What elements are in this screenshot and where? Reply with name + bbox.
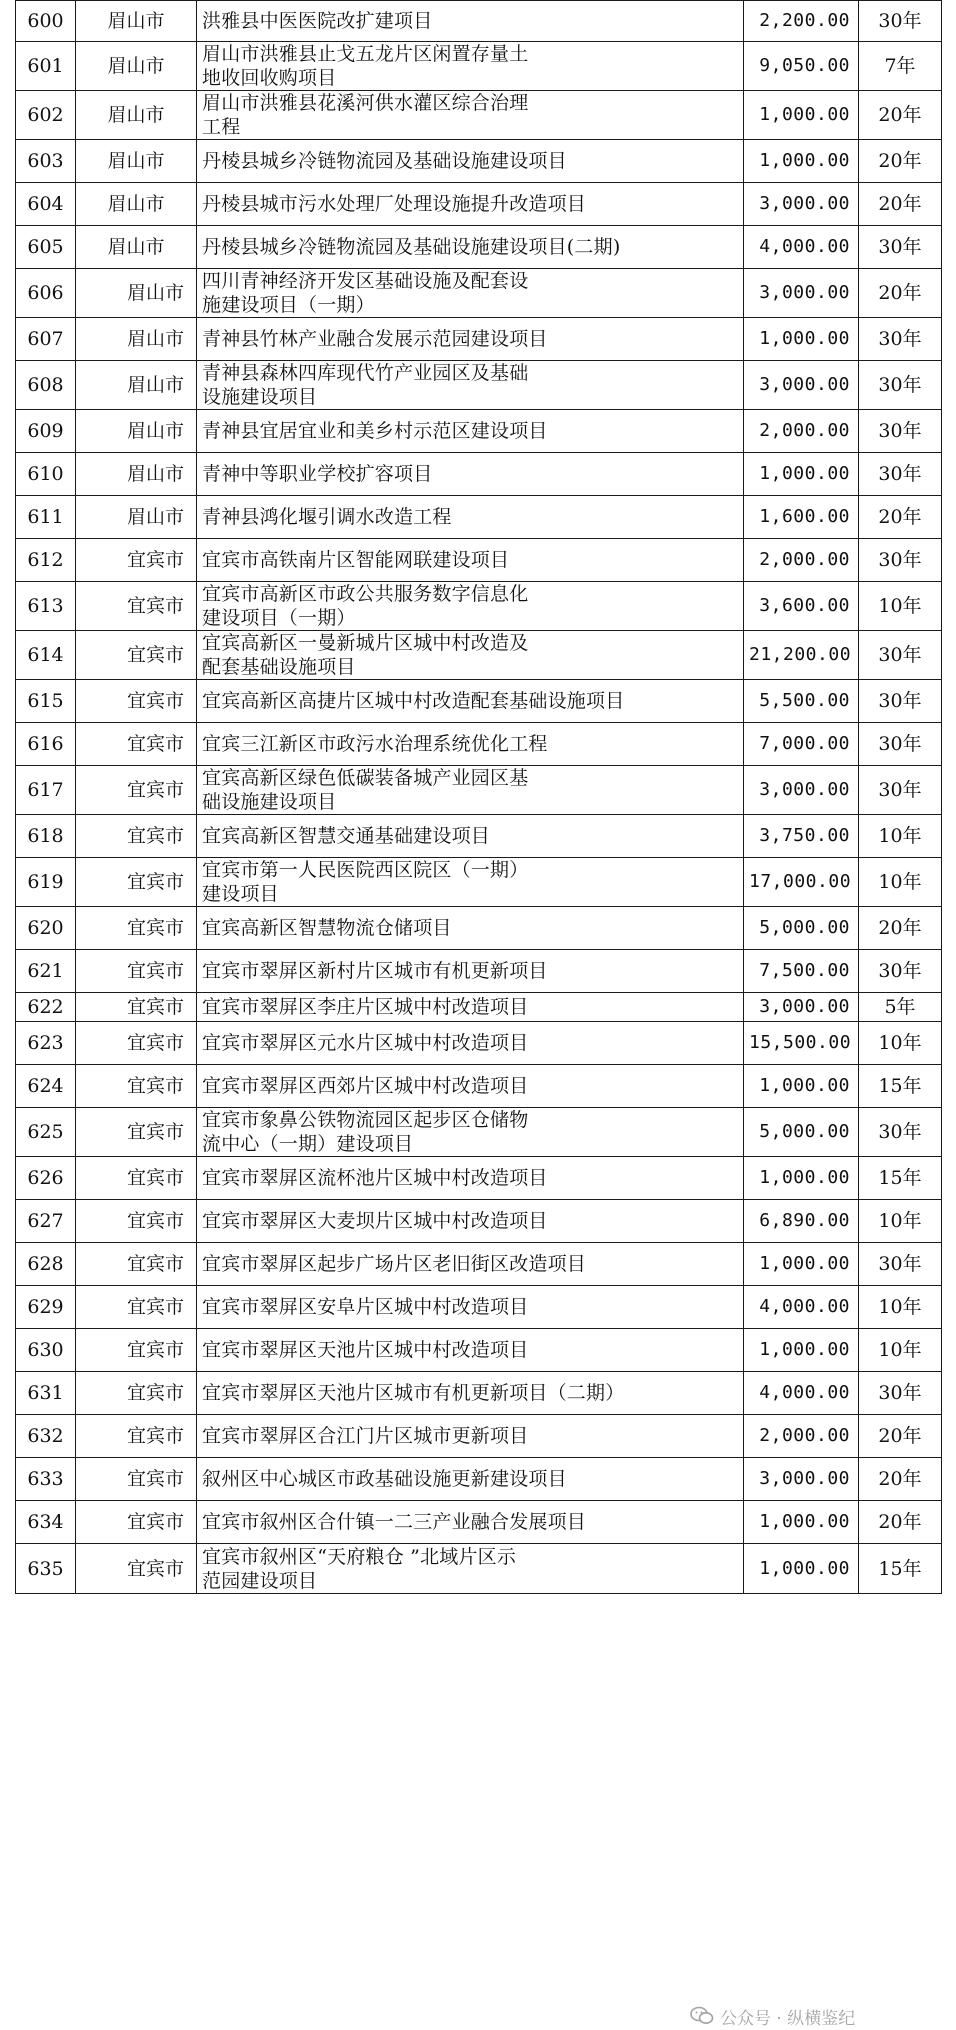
project-name-cell: 青神县森林四库现代竹产业园区及基础 设施建设项目 [197, 361, 744, 410]
project-name-cell: 宜宾市翠屏区天池片区城市有机更新项目（二期） [197, 1372, 744, 1415]
project-name-cell: 青神县宜居宜业和美乡村示范区建设项目 [197, 410, 744, 453]
amount-cell: 1,000.00 [744, 1501, 859, 1544]
city-cell: 宜宾市 [76, 1501, 197, 1544]
project-name-cell: 宜宾市第一人民医院西区院区（一期） 建设项目 [197, 858, 744, 907]
term-cell: 30年 [859, 361, 942, 410]
term-cell: 10年 [859, 1329, 942, 1372]
project-name-cell: 宜宾市翠屏区天池片区城中村改造项目 [197, 1329, 744, 1372]
amount-cell: 5,000.00 [744, 1108, 859, 1157]
table-row [16, 815, 942, 858]
project-name-cell: 叙州区中心城区市政基础设施更新建设项目 [197, 1458, 744, 1501]
term-cell: 10年 [859, 1286, 942, 1329]
table-row [16, 631, 942, 680]
project-name-cell: 宜宾市叙州区合什镇一二三产业融合发展项目 [197, 1501, 744, 1544]
city-cell: 宜宾市 [76, 1458, 197, 1501]
row-number: 621 [16, 950, 76, 993]
table-row [16, 1415, 942, 1458]
city-cell: 宜宾市 [76, 1108, 197, 1157]
city-cell: 眉山市 [76, 410, 197, 453]
city-cell: 眉山市 [76, 496, 197, 539]
term-cell: 20年 [859, 269, 942, 318]
city-cell: 宜宾市 [76, 766, 197, 815]
row-number: 613 [16, 582, 76, 631]
term-cell: 30年 [859, 1108, 942, 1157]
table-row [16, 1372, 942, 1415]
project-name-cell: 宜宾市翠屏区流杯池片区城中村改造项目 [197, 1157, 744, 1200]
table-row [16, 1, 942, 42]
table-row [16, 361, 942, 410]
project-name-cell: 丹棱县城乡冷链物流园及基础设施建设项目(二期) [197, 226, 744, 269]
project-name-cell: 宜宾市翠屏区起步广场片区老旧街区改造项目 [197, 1243, 744, 1286]
amount-cell: 1,000.00 [744, 1157, 859, 1200]
amount-cell: 17,000.00 [744, 858, 859, 907]
table-row [16, 226, 942, 269]
row-number: 607 [16, 318, 76, 361]
amount-cell: 4,000.00 [744, 1286, 859, 1329]
city-cell: 宜宾市 [76, 1544, 197, 1594]
project-name-cell: 宜宾市高新区市政公共服务数字信息化 建设项目（一期） [197, 582, 744, 631]
row-number: 610 [16, 453, 76, 496]
term-cell: 20年 [859, 91, 942, 140]
amount-cell: 5,000.00 [744, 907, 859, 950]
city-cell: 宜宾市 [76, 907, 197, 950]
row-number: 633 [16, 1458, 76, 1501]
city-cell: 宜宾市 [76, 1286, 197, 1329]
term-cell: 30年 [859, 453, 942, 496]
row-number: 600 [16, 1, 76, 42]
table-row [16, 993, 942, 1022]
table-row [16, 582, 942, 631]
city-cell: 眉山市 [76, 183, 197, 226]
row-number: 635 [16, 1544, 76, 1594]
project-name-cell: 宜宾市翠屏区新村片区城市有机更新项目 [197, 950, 744, 993]
row-number: 616 [16, 723, 76, 766]
amount-cell: 6,890.00 [744, 1200, 859, 1243]
watermark-text: 公众号 · 纵横鉴纪 [720, 2008, 856, 2029]
city-cell: 眉山市 [76, 140, 197, 183]
project-name-cell: 宜宾市翠屏区元水片区城中村改造项目 [197, 1022, 744, 1065]
row-number: 631 [16, 1372, 76, 1415]
term-cell: 30年 [859, 766, 942, 815]
wechat-icon [690, 2006, 714, 2026]
project-name-cell: 宜宾高新区高捷片区城中村改造配套基础设施项目 [197, 680, 744, 723]
table-row [16, 42, 942, 91]
term-cell: 30年 [859, 680, 942, 723]
row-number: 617 [16, 766, 76, 815]
project-name-cell: 宜宾高新区智慧交通基础建设项目 [197, 815, 744, 858]
city-cell: 眉山市 [76, 1, 197, 42]
amount-cell: 4,000.00 [744, 226, 859, 269]
project-name-cell: 洪雅县中医医院改扩建项目 [197, 1, 744, 42]
city-cell: 眉山市 [76, 91, 197, 140]
amount-cell: 9,050.00 [744, 42, 859, 91]
project-name-cell: 青神县鸿化堰引调水改造工程 [197, 496, 744, 539]
term-cell: 30年 [859, 318, 942, 361]
project-name-cell: 宜宾高新区一曼新城片区城中村改造及 配套基础设施项目 [197, 631, 744, 680]
row-number: 629 [16, 1286, 76, 1329]
row-number: 602 [16, 91, 76, 140]
term-cell: 15年 [859, 1065, 942, 1108]
amount-cell: 1,000.00 [744, 1065, 859, 1108]
row-number: 614 [16, 631, 76, 680]
table-row [16, 1329, 942, 1372]
term-cell: 20年 [859, 1501, 942, 1544]
amount-cell: 2,000.00 [744, 410, 859, 453]
amount-cell: 3,000.00 [744, 361, 859, 410]
city-cell: 宜宾市 [76, 1415, 197, 1458]
table-row [16, 907, 942, 950]
amount-cell: 1,000.00 [744, 453, 859, 496]
project-name-cell: 宜宾市叙州区“天府粮仓 ”北域片区示 范园建设项目 [197, 1544, 744, 1594]
row-number: 619 [16, 858, 76, 907]
table-row [16, 410, 942, 453]
table-row [16, 723, 942, 766]
city-cell: 宜宾市 [76, 1157, 197, 1200]
amount-cell: 2,200.00 [744, 1, 859, 42]
term-cell: 10年 [859, 1200, 942, 1243]
city-cell: 眉山市 [76, 42, 197, 91]
term-cell: 30年 [859, 1, 942, 42]
amount-cell: 7,500.00 [744, 950, 859, 993]
amount-cell: 1,000.00 [744, 318, 859, 361]
project-name-cell: 宜宾市翠屏区合江门片区城市更新项目 [197, 1415, 744, 1458]
table-row [16, 183, 942, 226]
row-number: 606 [16, 269, 76, 318]
term-cell: 7年 [859, 42, 942, 91]
amount-cell: 15,500.00 [744, 1022, 859, 1065]
city-cell: 宜宾市 [76, 993, 197, 1022]
amount-cell: 1,000.00 [744, 1544, 859, 1594]
city-cell: 眉山市 [76, 226, 197, 269]
term-cell: 30年 [859, 1243, 942, 1286]
term-cell: 5年 [859, 993, 942, 1022]
table-row [16, 1501, 942, 1544]
table-row [16, 1200, 942, 1243]
row-number: 634 [16, 1501, 76, 1544]
row-number: 612 [16, 539, 76, 582]
project-name-cell: 青神县竹林产业融合发展示范园建设项目 [197, 318, 744, 361]
city-cell: 宜宾市 [76, 539, 197, 582]
project-name-cell: 宜宾市象鼻公铁物流园区起步区仓储物 流中心（一期）建设项目 [197, 1108, 744, 1157]
term-cell: 20年 [859, 1415, 942, 1458]
term-cell: 15年 [859, 1544, 942, 1594]
city-cell: 宜宾市 [76, 1372, 197, 1415]
row-number: 615 [16, 680, 76, 723]
amount-cell: 3,000.00 [744, 269, 859, 318]
row-number: 605 [16, 226, 76, 269]
row-number: 603 [16, 140, 76, 183]
term-cell: 15年 [859, 1157, 942, 1200]
row-number: 632 [16, 1415, 76, 1458]
table-row [16, 1108, 942, 1157]
project-name-cell: 宜宾市高铁南片区智能网联建设项目 [197, 539, 744, 582]
city-cell: 宜宾市 [76, 1022, 197, 1065]
amount-cell: 2,000.00 [744, 1415, 859, 1458]
table-row [16, 453, 942, 496]
term-cell: 30年 [859, 539, 942, 582]
row-number: 624 [16, 1065, 76, 1108]
table-row [16, 1243, 942, 1286]
project-name-cell: 眉山市洪雅县止戈五龙片区闲置存量土 地收回收购项目 [197, 42, 744, 91]
row-number: 625 [16, 1108, 76, 1157]
row-number: 630 [16, 1329, 76, 1372]
row-number: 611 [16, 496, 76, 539]
term-cell: 30年 [859, 631, 942, 680]
term-cell: 20年 [859, 140, 942, 183]
term-cell: 20年 [859, 907, 942, 950]
city-cell: 宜宾市 [76, 680, 197, 723]
city-cell: 宜宾市 [76, 1329, 197, 1372]
project-name-cell: 青神中等职业学校扩容项目 [197, 453, 744, 496]
project-name-cell: 宜宾市翠屏区安阜片区城中村改造项目 [197, 1286, 744, 1329]
project-name-cell: 宜宾市翠屏区西郊片区城中村改造项目 [197, 1065, 744, 1108]
project-name-cell: 宜宾三江新区市政污水治理系统优化工程 [197, 723, 744, 766]
amount-cell: 21,200.00 [744, 631, 859, 680]
amount-cell: 2,000.00 [744, 539, 859, 582]
amount-cell: 1,600.00 [744, 496, 859, 539]
table-row [16, 858, 942, 907]
project-name-cell: 丹棱县城市污水处理厂处理设施提升改造项目 [197, 183, 744, 226]
row-number: 626 [16, 1157, 76, 1200]
term-cell: 10年 [859, 815, 942, 858]
table-row [16, 1157, 942, 1200]
row-number: 604 [16, 183, 76, 226]
amount-cell: 4,000.00 [744, 1372, 859, 1415]
amount-cell: 3,000.00 [744, 993, 859, 1022]
project-name-cell: 宜宾市翠屏区李庄片区城中村改造项目 [197, 993, 744, 1022]
amount-cell: 7,000.00 [744, 723, 859, 766]
table-row [16, 1458, 942, 1501]
row-number: 622 [16, 993, 76, 1022]
table-row [16, 950, 942, 993]
row-number: 608 [16, 361, 76, 410]
watermark [690, 2003, 855, 2029]
project-name-cell: 丹棱县城乡冷链物流园及基础设施建设项目 [197, 140, 744, 183]
table-row [16, 1286, 942, 1329]
city-cell: 宜宾市 [76, 582, 197, 631]
city-cell: 宜宾市 [76, 1065, 197, 1108]
table-row [16, 1544, 942, 1594]
project-name-cell: 眉山市洪雅县花溪河供水灌区综合治理 工程 [197, 91, 744, 140]
row-number: 627 [16, 1200, 76, 1243]
city-cell: 宜宾市 [76, 1243, 197, 1286]
city-cell: 眉山市 [76, 453, 197, 496]
amount-cell: 5,500.00 [744, 680, 859, 723]
amount-cell: 3,600.00 [744, 582, 859, 631]
amount-cell: 1,000.00 [744, 140, 859, 183]
term-cell: 20年 [859, 183, 942, 226]
term-cell: 30年 [859, 226, 942, 269]
city-cell: 眉山市 [76, 361, 197, 410]
row-number: 609 [16, 410, 76, 453]
city-cell: 眉山市 [76, 318, 197, 361]
term-cell: 30年 [859, 410, 942, 453]
row-number: 620 [16, 907, 76, 950]
table-row [16, 766, 942, 815]
amount-cell: 1,000.00 [744, 1243, 859, 1286]
table-row [16, 539, 942, 582]
city-cell: 眉山市 [76, 269, 197, 318]
term-cell: 10年 [859, 582, 942, 631]
project-name-cell: 宜宾高新区智慧物流仓储项目 [197, 907, 744, 950]
table-row [16, 269, 942, 318]
city-cell: 宜宾市 [76, 858, 197, 907]
amount-cell: 3,000.00 [744, 183, 859, 226]
amount-cell: 1,000.00 [744, 91, 859, 140]
project-name-cell: 四川青神经济开发区基础设施及配套设 施建设项目（一期） [197, 269, 744, 318]
table-row [16, 140, 942, 183]
city-cell: 宜宾市 [76, 1200, 197, 1243]
row-number: 628 [16, 1243, 76, 1286]
term-cell: 20年 [859, 496, 942, 539]
project-name-cell: 宜宾高新区绿色低碳装备城产业园区基 础设施建设项目 [197, 766, 744, 815]
row-number: 623 [16, 1022, 76, 1065]
table-row [16, 496, 942, 539]
amount-cell: 1,000.00 [744, 1329, 859, 1372]
term-cell: 30年 [859, 1372, 942, 1415]
project-name-cell: 宜宾市翠屏区大麦坝片区城中村改造项目 [197, 1200, 744, 1243]
city-cell: 宜宾市 [76, 950, 197, 993]
amount-cell: 3,000.00 [744, 766, 859, 815]
term-cell: 10年 [859, 858, 942, 907]
row-number: 618 [16, 815, 76, 858]
term-cell: 10年 [859, 1022, 942, 1065]
amount-cell: 3,000.00 [744, 1458, 859, 1501]
table-row [16, 318, 942, 361]
amount-cell: 3,750.00 [744, 815, 859, 858]
city-cell: 宜宾市 [76, 723, 197, 766]
table-row [16, 1065, 942, 1108]
row-number: 601 [16, 42, 76, 91]
table-row [16, 1022, 942, 1065]
term-cell: 30年 [859, 723, 942, 766]
table-row [16, 680, 942, 723]
term-cell: 30年 [859, 950, 942, 993]
table-row [16, 91, 942, 140]
city-cell: 宜宾市 [76, 815, 197, 858]
term-cell: 20年 [859, 1458, 942, 1501]
city-cell: 宜宾市 [76, 631, 197, 680]
project-table [15, 0, 942, 1594]
